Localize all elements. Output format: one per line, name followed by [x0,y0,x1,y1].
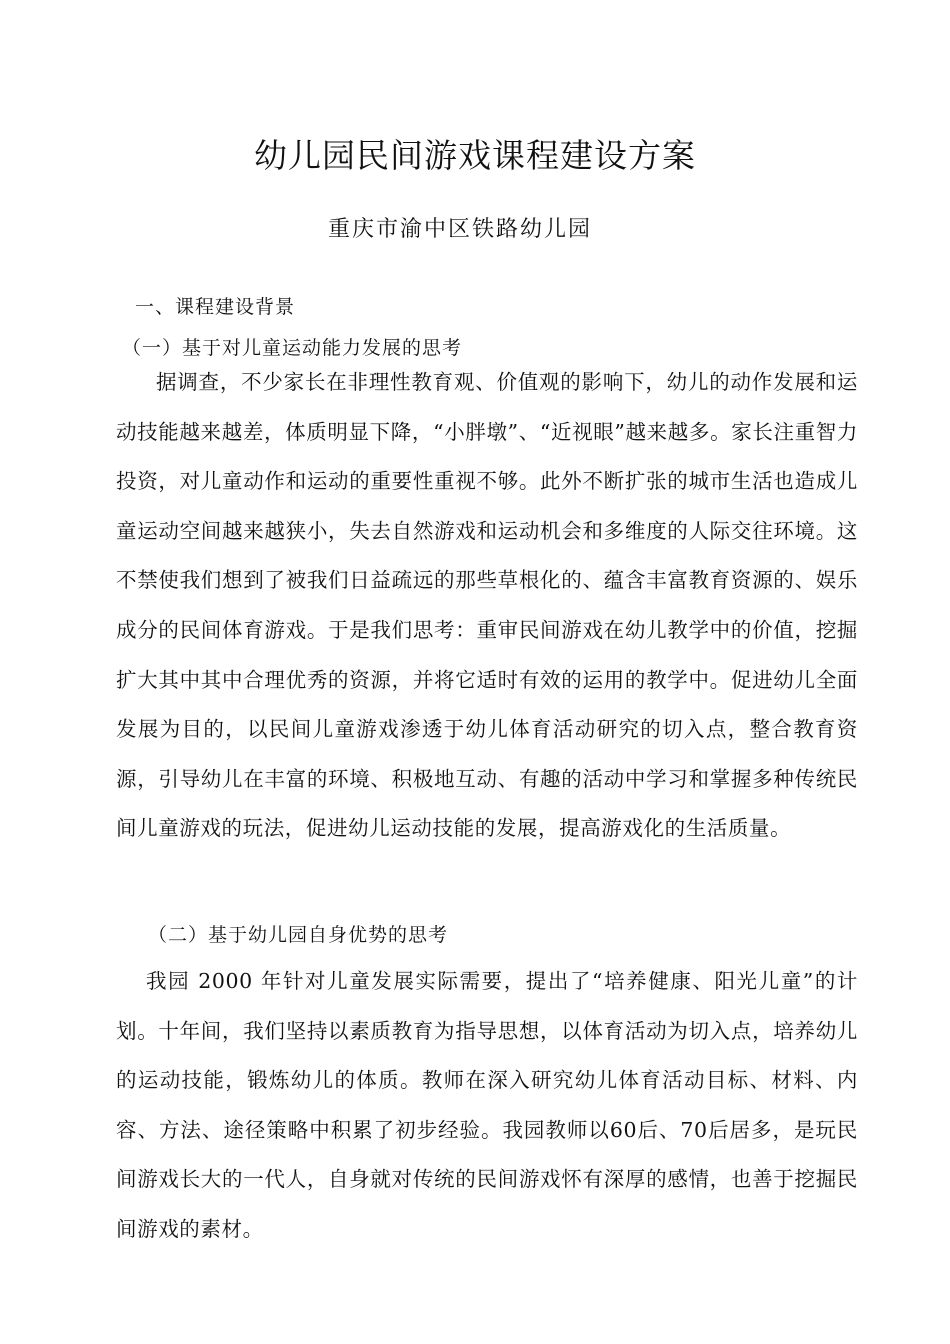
document-title: 幼儿园民间游戏课程建设方案 [254,136,696,175]
paragraph-motor-development: 据调查，不少家长在非理性教育观、价值观的影响下，幼儿的动作发展和运动技能越来越差，体质明显下降，“小胖墩”、“近视眼”越来越多。家长注重智力投资，对儿童动作和运动的重要性重视不够。此外不断扩张的城市生活也造成儿童运动空间越来越狭小，失去自然游戏和运动机会和多维度的人际交往环境。这不禁使我们想到了被我们日益疏远的那些草根化的、蕴含丰富教育资源的、娱乐成分的民间体育游戏。于是我们思考：重审民间游戏在幼儿教学中的价值，挖掘扩大其中其中合理优秀的资源，并将它适时有效的运用的教学中。促进幼儿全面发展为目的，以民间儿童游戏渗透于幼儿体育活动研究的切入点，整合教育资源，引导幼儿在丰富的环境、积极地互动、有趣的活动中学习和掌握多种传统民间儿童游戏的玩法，促进幼儿运动技能的发展，提高游戏化的生活质量。 [116,370,858,841]
subsection-heading-kindergarten-advantages: （二）基于幼儿园自身优势的思考 [148,924,449,946]
paragraph-kindergarten-advantages: 我园 2000 年针对儿童发展实际需要，提出了“培养健康、阳光儿童”的计划。十年间，我们坚持以素质教育为指导思想，以体育活动为切入点，培养幼儿的运动技能，锻炼幼儿的体质。教师在深入研究幼儿体育活动目标、材料、内容、方法、途径策略中积累了初步经验。我园教师以60后、70后居多，是玩民间游戏长大的一代人，自身就对传统的民间游戏怀有深厚的感情，也善于挖掘民间游戏的素材。 [116,969,858,1241]
section-heading-background: 一、课程建设背景 [135,296,296,318]
document-author: 重庆市渝中区铁路幼儿园 [327,217,592,242]
subsection-heading-motor-development: （一）基于对儿童运动能力发展的思考 [122,337,463,359]
